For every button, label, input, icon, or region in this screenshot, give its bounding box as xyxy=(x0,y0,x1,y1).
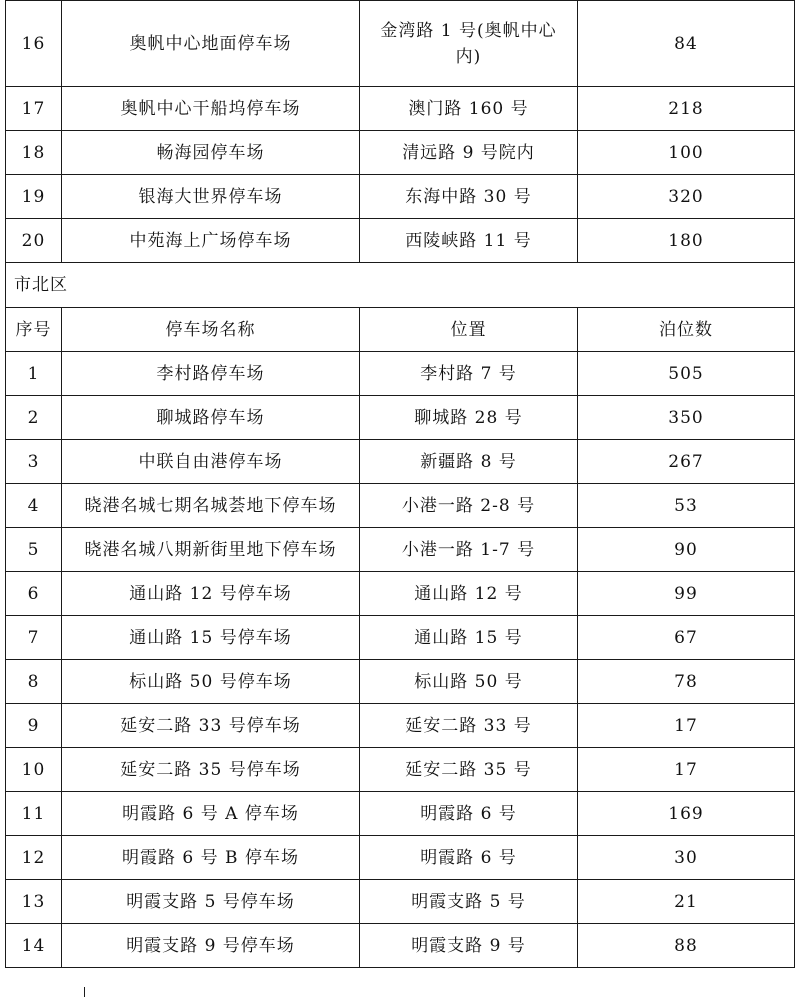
header-spaces: 泊位数 xyxy=(578,308,795,352)
parking-name: 奥帆中心干船坞停车场 xyxy=(62,87,360,131)
row-number: 9 xyxy=(6,704,62,748)
parking-spaces: 21 xyxy=(578,880,795,924)
parking-name: 明霞路 6 号 A 停车场 xyxy=(62,792,360,836)
table-row xyxy=(6,924,795,968)
parking-name: 延安二路 35 号停车场 xyxy=(62,748,360,792)
table-row xyxy=(6,131,795,175)
parking-location: 西陵峡路 11 号 xyxy=(360,219,578,263)
parking-name: 李村路停车场 xyxy=(62,352,360,396)
parking-spaces: 67 xyxy=(578,616,795,660)
table-row xyxy=(6,1,795,87)
parking-name: 晓港名城八期新街里地下停车场 xyxy=(62,528,360,572)
parking-location: 新疆路 8 号 xyxy=(360,440,578,484)
parking-spaces: 100 xyxy=(578,131,795,175)
table-row xyxy=(6,836,795,880)
parking-location: 明霞路 6 号 xyxy=(360,792,578,836)
parking-location: 金湾路 1 号(奥帆中心内) xyxy=(360,1,578,87)
row-number: 17 xyxy=(6,87,62,131)
table-continuation-line xyxy=(84,987,85,997)
row-number: 3 xyxy=(6,440,62,484)
row-number: 19 xyxy=(6,175,62,219)
row-number: 2 xyxy=(6,396,62,440)
parking-spaces: 99 xyxy=(578,572,795,616)
parking-name: 畅海园停车场 xyxy=(62,131,360,175)
table-row xyxy=(6,792,795,836)
parking-location: 明霞支路 9 号 xyxy=(360,924,578,968)
table-row xyxy=(6,880,795,924)
parking-location: 小港一路 2-8 号 xyxy=(360,484,578,528)
table-row xyxy=(6,440,795,484)
row-number: 4 xyxy=(6,484,62,528)
row-number: 8 xyxy=(6,660,62,704)
parking-table-body xyxy=(6,1,795,968)
parking-spaces: 17 xyxy=(578,748,795,792)
row-number: 13 xyxy=(6,880,62,924)
table-row xyxy=(6,175,795,219)
parking-spaces: 350 xyxy=(578,396,795,440)
parking-location: 澳门路 160 号 xyxy=(360,87,578,131)
table-row xyxy=(6,219,795,263)
district-section-row xyxy=(6,263,795,308)
parking-name: 明霞支路 5 号停车场 xyxy=(62,880,360,924)
parking-name: 奥帆中心地面停车场 xyxy=(62,1,360,87)
parking-table xyxy=(5,0,795,968)
parking-location: 通山路 12 号 xyxy=(360,572,578,616)
row-number: 10 xyxy=(6,748,62,792)
header-name: 停车场名称 xyxy=(62,308,360,352)
parking-name: 明霞路 6 号 B 停车场 xyxy=(62,836,360,880)
row-number: 18 xyxy=(6,131,62,175)
parking-location: 聊城路 28 号 xyxy=(360,396,578,440)
parking-name: 聊城路停车场 xyxy=(62,396,360,440)
parking-name: 中联自由港停车场 xyxy=(62,440,360,484)
row-number: 20 xyxy=(6,219,62,263)
table-row xyxy=(6,748,795,792)
parking-location: 通山路 15 号 xyxy=(360,616,578,660)
row-number: 11 xyxy=(6,792,62,836)
table-row xyxy=(6,704,795,748)
parking-name: 明霞支路 9 号停车场 xyxy=(62,924,360,968)
table-header-row xyxy=(6,308,795,352)
parking-spaces: 53 xyxy=(578,484,795,528)
table-row xyxy=(6,396,795,440)
table-row xyxy=(6,660,795,704)
parking-name: 银海大世界停车场 xyxy=(62,175,360,219)
row-number: 1 xyxy=(6,352,62,396)
parking-name: 标山路 50 号停车场 xyxy=(62,660,360,704)
row-number: 6 xyxy=(6,572,62,616)
parking-location: 延安二路 33 号 xyxy=(360,704,578,748)
parking-spaces: 180 xyxy=(578,219,795,263)
parking-spaces: 78 xyxy=(578,660,795,704)
parking-name: 通山路 12 号停车场 xyxy=(62,572,360,616)
parking-location: 明霞支路 5 号 xyxy=(360,880,578,924)
table-row xyxy=(6,352,795,396)
parking-location: 李村路 7 号 xyxy=(360,352,578,396)
row-number: 5 xyxy=(6,528,62,572)
parking-spaces: 320 xyxy=(578,175,795,219)
parking-name: 延安二路 33 号停车场 xyxy=(62,704,360,748)
parking-location: 延安二路 35 号 xyxy=(360,748,578,792)
table-row xyxy=(6,87,795,131)
parking-spaces: 505 xyxy=(578,352,795,396)
parking-location: 明霞路 6 号 xyxy=(360,836,578,880)
parking-location: 东海中路 30 号 xyxy=(360,175,578,219)
row-number: 14 xyxy=(6,924,62,968)
table-row xyxy=(6,616,795,660)
table-row xyxy=(6,484,795,528)
parking-location: 标山路 50 号 xyxy=(360,660,578,704)
table-row xyxy=(6,572,795,616)
parking-spaces: 84 xyxy=(578,1,795,87)
table-row xyxy=(6,528,795,572)
parking-name: 中苑海上广场停车场 xyxy=(62,219,360,263)
header-no: 序号 xyxy=(6,308,62,352)
parking-spaces: 88 xyxy=(578,924,795,968)
row-number: 12 xyxy=(6,836,62,880)
parking-location: 小港一路 1-7 号 xyxy=(360,528,578,572)
parking-spaces: 30 xyxy=(578,836,795,880)
parking-spaces: 169 xyxy=(578,792,795,836)
district-label: 市北区 xyxy=(6,263,795,308)
parking-name: 晓港名城七期名城荟地下停车场 xyxy=(62,484,360,528)
row-number: 16 xyxy=(6,1,62,87)
document-page xyxy=(5,0,794,968)
header-location: 位置 xyxy=(360,308,578,352)
parking-location: 清远路 9 号院内 xyxy=(360,131,578,175)
row-number: 7 xyxy=(6,616,62,660)
parking-spaces: 17 xyxy=(578,704,795,748)
parking-spaces: 90 xyxy=(578,528,795,572)
parking-name: 通山路 15 号停车场 xyxy=(62,616,360,660)
parking-spaces: 218 xyxy=(578,87,795,131)
parking-spaces: 267 xyxy=(578,440,795,484)
